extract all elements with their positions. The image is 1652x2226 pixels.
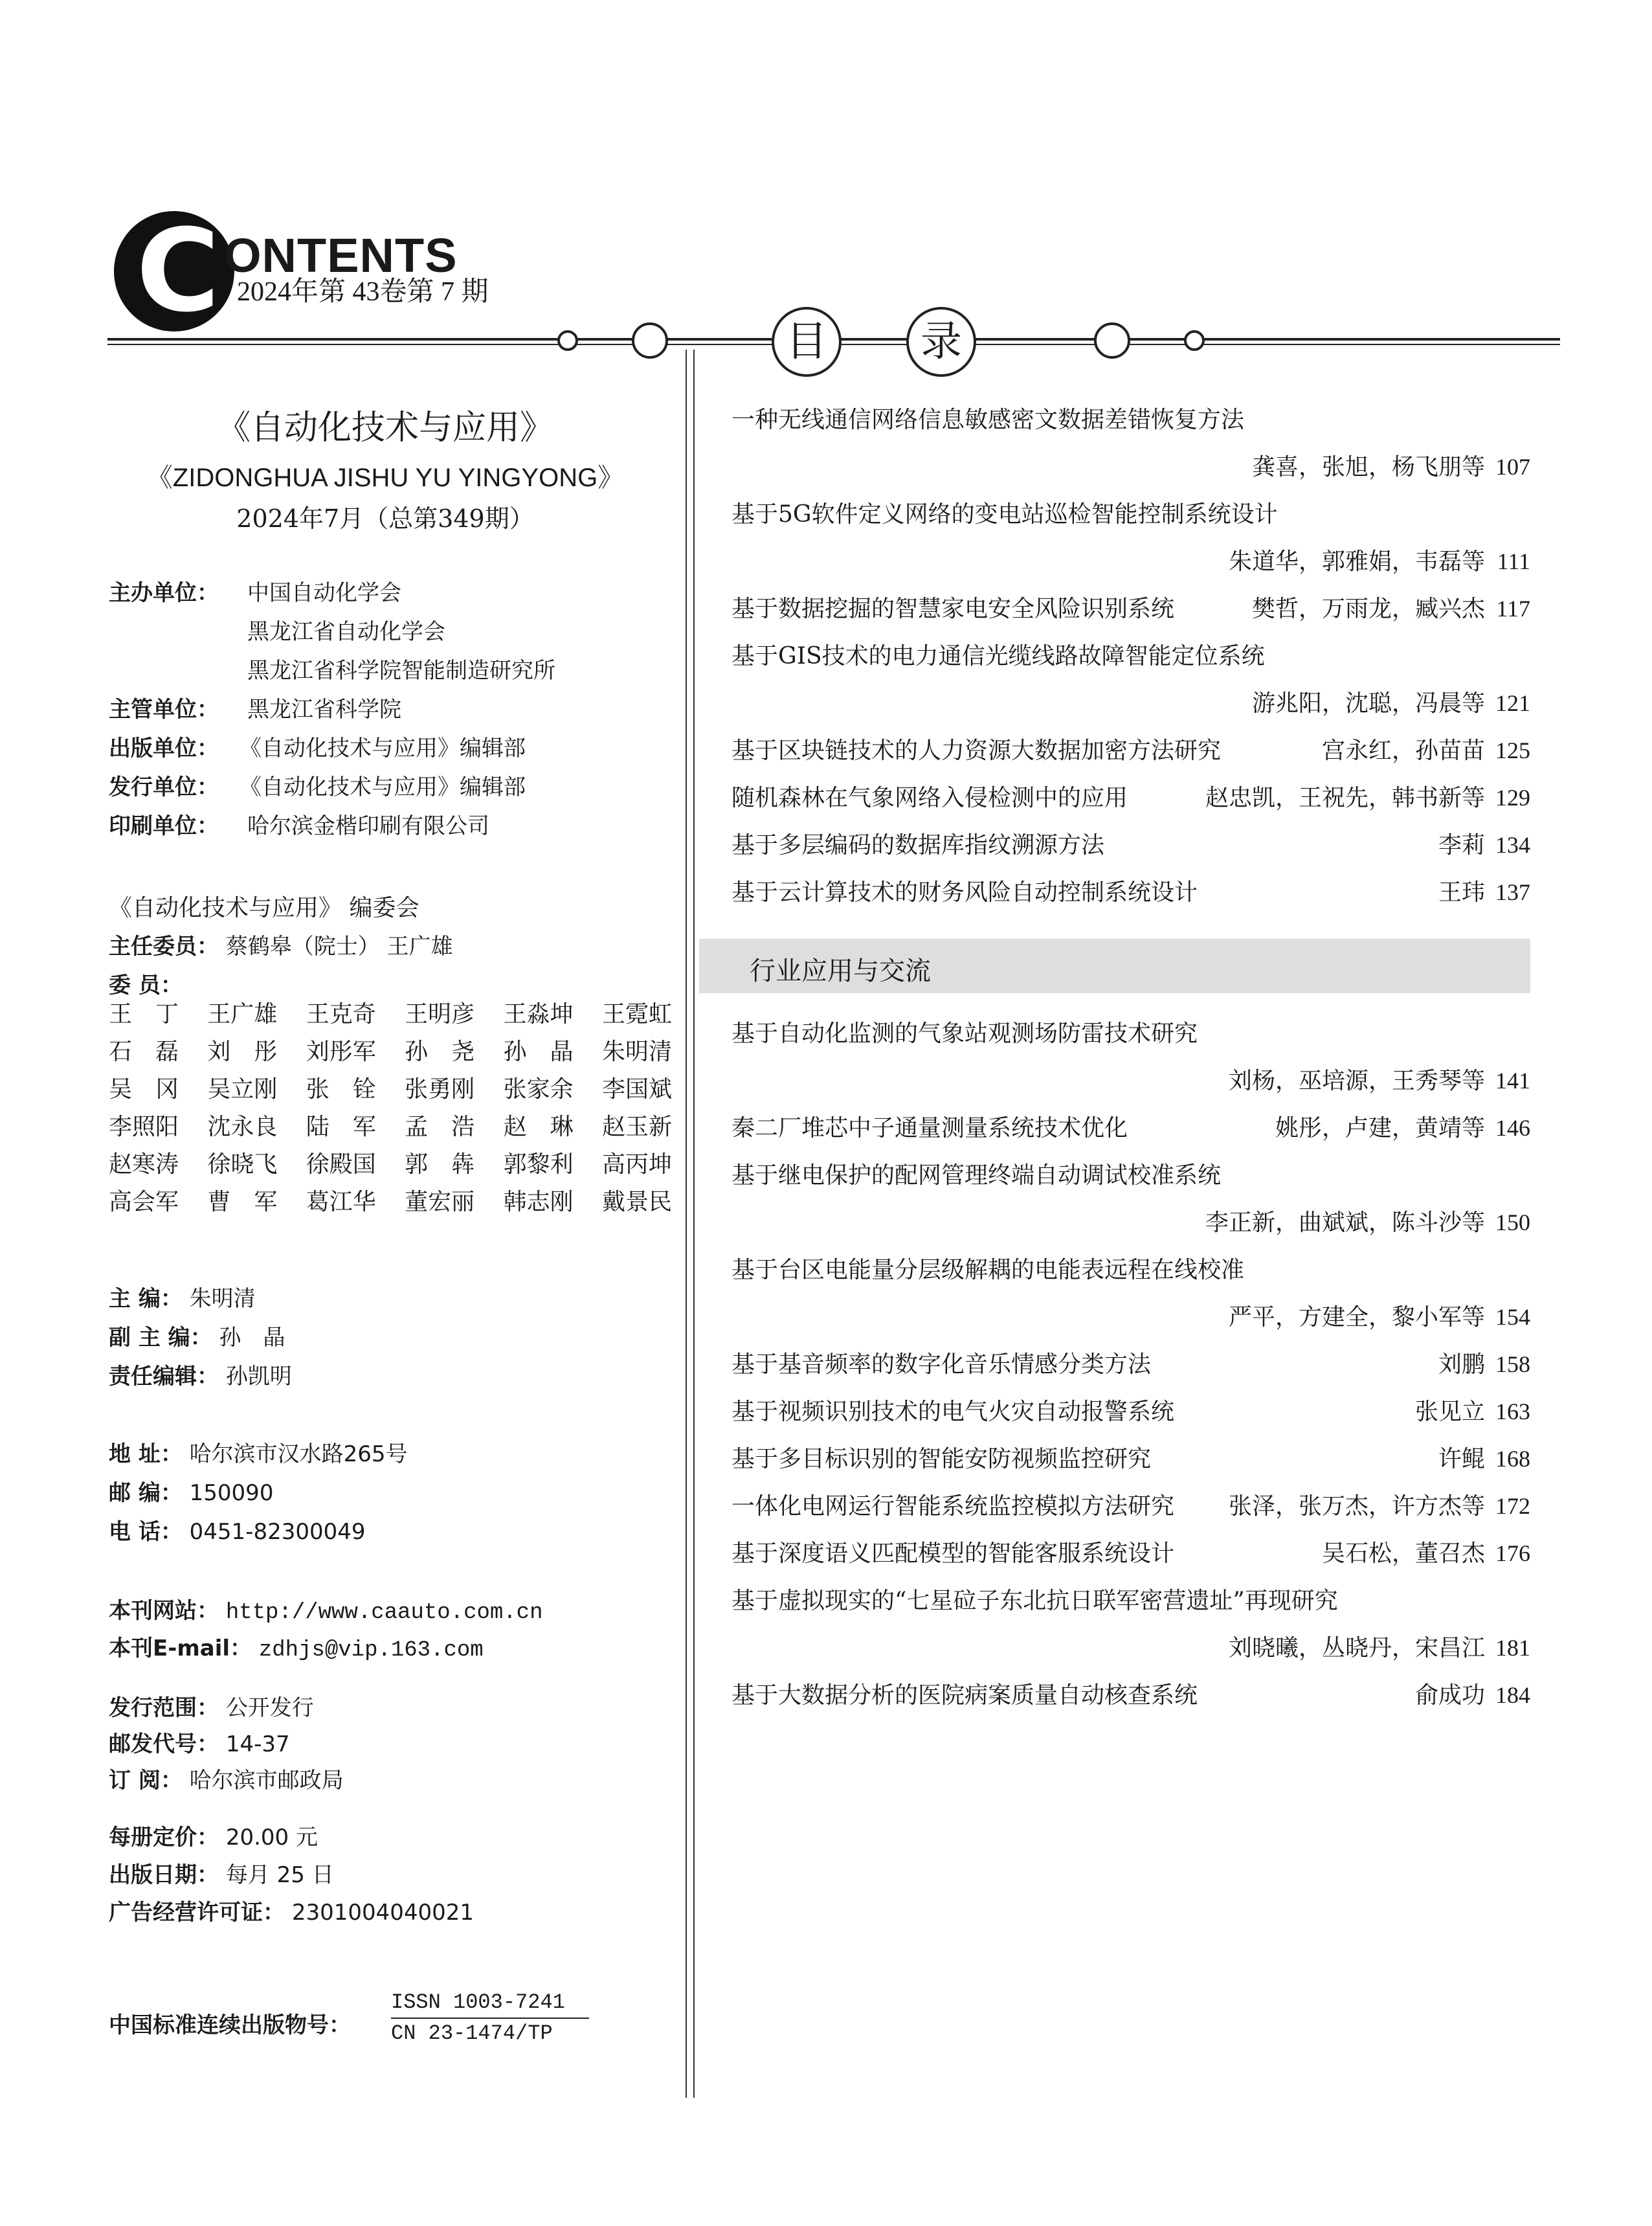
toc-entry-meta: [1438, 1346, 1530, 1379]
sponsor-3: 黑龙江省科学院智能制造研究所: [247, 658, 555, 684]
supervisor-label: 主管单位：: [109, 697, 219, 723]
chief-editor-row: [109, 1281, 256, 1312]
toc-entry-meta: [1438, 1441, 1530, 1474]
toc-page-number: 107: [1495, 454, 1530, 480]
member-name: 郭黎利: [503, 1151, 574, 1178]
deco-circle-medium-left: [633, 324, 667, 357]
serial-row: [109, 2007, 351, 2039]
toc-entry-title[interactable]: [731, 1535, 1174, 1568]
printer-label: 印刷单位：: [109, 813, 219, 839]
mulu-char-lu: 录: [906, 307, 976, 377]
chair-value: 蔡鹤皋（院士） 王广雄: [225, 934, 453, 960]
toc-authors: 姚彤，卢建，黄靖等: [1275, 1115, 1485, 1141]
publisher-label: 出版单位：: [109, 736, 219, 761]
publication-date: 2024年7月（总第349期）: [236, 504, 534, 533]
toc-authors: 游兆阳，沈聪，冯晨等: [1251, 690, 1485, 717]
toc-authors: 李正新，曲斌斌，陈斗沙等: [1205, 1209, 1485, 1236]
toc-entry-meta: [1205, 1204, 1530, 1237]
member-name: 张家余: [503, 1076, 574, 1103]
pubdate-label: 出版日期：: [109, 1862, 219, 1888]
toc-entry-title[interactable]: [731, 827, 1104, 860]
deco-circle-small-right: [1185, 332, 1203, 350]
toc-page-number: 121: [1495, 690, 1530, 716]
member-name: 孟 浩: [405, 1114, 475, 1140]
toc-entry-title[interactable]: [731, 1393, 1174, 1426]
toc-entry-title[interactable]: [731, 1015, 1198, 1048]
distributor-row: [109, 769, 219, 801]
toc-title-text: 基于视频识别技术的电气火灾自动报警系统: [731, 1399, 1175, 1425]
toc-title-text: 基于云计算技术的财务风险自动控制系统设计: [731, 879, 1198, 906]
toc-title-text: 一种无线通信网络信息敏感密文数据差错恢复方法: [731, 407, 1245, 433]
toc-entry-meta: [1438, 827, 1530, 860]
chair-row: [109, 928, 453, 960]
contents-logo-letter: C: [114, 211, 234, 332]
member-name: 高丙坤: [601, 1151, 672, 1178]
toc-authors: 刘杨，巫培源，王秀琴等: [1228, 1068, 1485, 1094]
toc-title-text: 基于虚拟现实的“七星砬子东北抗日联军密营遗址”再现研究: [731, 1588, 1338, 1614]
address-label: 地 址：: [109, 1441, 183, 1467]
toc-page-number: 125: [1495, 737, 1530, 763]
toc-authors: 朱道华，郭雅娟，韦磊等: [1228, 548, 1485, 575]
member-name: 赵寒涛: [109, 1151, 179, 1178]
toc-entry-title[interactable]: [731, 874, 1198, 907]
member-name: 王明彦: [405, 1001, 475, 1028]
member-name: 刘彤军: [306, 1039, 376, 1065]
publisher-row: [109, 730, 219, 762]
toc-entry-meta: [1275, 1110, 1530, 1143]
member-name: 赵 琳: [503, 1114, 574, 1140]
serial-issn: ISSN 1003-7241: [391, 1990, 565, 2014]
toc-authors: 龚喜，张旭，杨飞朋等: [1251, 454, 1485, 480]
postcode-value: 14-37: [225, 1731, 290, 1757]
resp-editor-label: 责任编辑：: [109, 1364, 219, 1389]
issue-label: 2024年第 43卷第 7 期: [237, 277, 489, 307]
deputy-editor-row: [109, 1320, 285, 1351]
member-name: 孙 晶: [503, 1039, 574, 1065]
member-name: 吴立刚: [207, 1076, 278, 1103]
member-name: 张勇刚: [405, 1076, 475, 1103]
toc-title-text: 基于5G软件定义网络的变电站巡检智能控制系统设计: [731, 501, 1278, 528]
toc-entry-meta: [1229, 1630, 1530, 1663]
resp-editor-row: [109, 1358, 292, 1390]
price-label: 每册定价：: [109, 1825, 219, 1850]
toc-entry-title[interactable]: [731, 1157, 1221, 1190]
toc-entry-meta: [1229, 1299, 1530, 1332]
member-name: 王 丁: [109, 1001, 179, 1028]
toc-entry-title[interactable]: [731, 638, 1265, 671]
chief-editor-value: 朱明清: [189, 1286, 256, 1312]
toc-page-number: 168: [1495, 1446, 1530, 1472]
toc-authors: 王玮: [1438, 879, 1485, 906]
toc-authors: 吴石松，董召杰: [1321, 1540, 1485, 1567]
subscribe-value: 哈尔滨市邮政局: [189, 1768, 344, 1793]
mulu-char-mu: 目: [772, 307, 842, 377]
member-name: 刘 彤: [207, 1039, 278, 1065]
distributor-value: 《自动化技术与应用》编辑部: [240, 774, 526, 800]
member-name: 郭 犇: [405, 1151, 475, 1178]
toc-authors: 樊哲，万雨龙，臧兴杰: [1251, 596, 1485, 622]
toc-authors: 李莉: [1438, 832, 1485, 859]
toc-title-text: 一体化电网运行智能系统监控模拟方法研究: [731, 1493, 1175, 1520]
supervisor-row: [109, 691, 219, 723]
member-row: [109, 1071, 672, 1108]
toc-page-number: 111: [1497, 548, 1530, 574]
toc-entry-title[interactable]: [731, 780, 1128, 813]
toc-entry-title[interactable]: [731, 401, 1244, 434]
toc-page-number: 137: [1495, 879, 1530, 905]
sponsor-1: 中国自动化学会: [247, 580, 401, 606]
resp-editor-value: 孙凯明: [225, 1364, 292, 1389]
member-name: 王克奇: [306, 1001, 376, 1028]
members-label-row: [109, 967, 183, 999]
toc-authors: 赵忠凯，王祝先，韩书新等: [1205, 785, 1485, 811]
member-name: 董宏丽: [405, 1189, 475, 1215]
deco-circle-small-left: [559, 332, 577, 350]
toc-authors: 俞成功: [1414, 1682, 1485, 1709]
chief-editor-label: 主 编：: [109, 1286, 183, 1312]
member-name: 李照阳: [109, 1114, 179, 1140]
serial-cn: CN 23-1474/TP: [391, 2021, 553, 2045]
pubdate-value: 每月 25 日: [225, 1862, 334, 1888]
deputy-editor-value: 孙 晶: [219, 1325, 285, 1351]
printer-value: 哈尔滨金楷印刷有限公司: [247, 813, 489, 839]
toc-entry-title[interactable]: [731, 1441, 1151, 1474]
member-name: 李国斌: [601, 1076, 672, 1103]
toc-title-text: 基于数据挖掘的智慧家电安全风险识别系统: [731, 596, 1175, 622]
publisher-value: 《自动化技术与应用》编辑部: [240, 736, 526, 761]
toc-page-number: 154: [1495, 1304, 1530, 1330]
member-name: 石 磊: [109, 1039, 179, 1065]
section-band: [699, 939, 1530, 993]
toc-title-text: 基于区块链技术的人力资源大数据加密方法研究: [731, 737, 1222, 764]
member-name: 张 铨: [306, 1076, 376, 1103]
toc-entry-meta: [1438, 874, 1530, 907]
section-title: 行业应用与交流: [750, 956, 931, 986]
toc-page-number: 134: [1495, 832, 1530, 858]
toc-page-number: 129: [1495, 785, 1530, 811]
zip-value: 150090: [189, 1480, 274, 1506]
website-link[interactable]: http://www.caauto.com.cn: [225, 1601, 543, 1625]
postcode-row: [109, 1726, 290, 1758]
toc-entry-meta: [1229, 1488, 1530, 1521]
toc-page-number: 176: [1495, 1540, 1530, 1566]
sponsor-2: 黑龙江省自动化学会: [247, 619, 445, 645]
license-label: 广告经营许可证：: [109, 1900, 285, 1926]
toc-title-text: 基于多目标识别的智能安防视频监控研究: [731, 1446, 1152, 1472]
website-label: 本刊网站：: [109, 1598, 219, 1624]
deco-circle-medium-right: [1095, 324, 1129, 357]
email-link[interactable]: zdhjs@vip.163.com: [258, 1638, 484, 1663]
member-name: 曹 军: [207, 1189, 278, 1215]
sponsor-row: [109, 575, 219, 607]
toc-authors: 刘晓曦，丛晓丹，宋昌江: [1228, 1635, 1485, 1661]
member-row: [109, 996, 672, 1033]
toc-entry-title[interactable]: [731, 1582, 1338, 1615]
toc-entry-title[interactable]: [731, 1346, 1151, 1379]
toc-authors: 刘鹏: [1438, 1351, 1485, 1378]
address-value: 哈尔滨市汉水路265号: [189, 1441, 408, 1467]
toc-page-number: 117: [1496, 596, 1530, 622]
member-name: 徐殿国: [306, 1151, 376, 1178]
scope-value: 公开发行: [225, 1695, 314, 1721]
postcode-label: 邮发代号：: [109, 1731, 219, 1757]
member-name: 吴 冈: [109, 1076, 179, 1103]
address-row: [109, 1436, 408, 1468]
member-name: 陆 军: [306, 1114, 376, 1140]
toc-entry-title[interactable]: [731, 496, 1278, 529]
member-name: 徐晓飞: [207, 1151, 278, 1178]
member-name: 葛江华: [306, 1189, 376, 1215]
phone-row: [109, 1514, 366, 1546]
toc-page-number: 181: [1495, 1635, 1530, 1661]
supervisor-value: 黑龙江省科学院: [247, 697, 401, 723]
toc-entry-title[interactable]: [731, 1252, 1244, 1285]
member-row: [109, 1146, 672, 1184]
toc-title-text: 秦二厂堆芯中子通量测量系统技术优化: [731, 1115, 1128, 1141]
toc-title-text: 基于深度语义匹配模型的智能客服系统设计: [731, 1540, 1175, 1567]
toc-entry-meta: [1252, 590, 1530, 624]
committee-members: [109, 996, 672, 1221]
toc-authors: 张见立: [1414, 1399, 1485, 1425]
toc-entry-meta: [1229, 1062, 1530, 1096]
price-row: [109, 1819, 318, 1851]
license-value: 2301004040021: [291, 1900, 474, 1926]
toc-entry-meta: [1252, 685, 1530, 718]
members-label: 委 员：: [109, 972, 183, 998]
chair-label: 主任委员：: [109, 934, 219, 960]
toc-title-text: 基于继电保护的配网管理终端自动调试校准系统: [731, 1162, 1222, 1189]
toc-page-number: 150: [1495, 1209, 1530, 1235]
website-row: [109, 1593, 543, 1625]
toc-title-text: 基于GIS技术的电力通信光缆线路故障智能定位系统: [731, 643, 1265, 669]
toc-authors: 严平，方建全，黎小军等: [1228, 1304, 1485, 1331]
toc-entry-meta: [1252, 449, 1530, 482]
license-row: [109, 1894, 474, 1926]
toc-entry-meta: [1322, 732, 1530, 765]
member-name: 王广雄: [207, 1001, 278, 1028]
member-name: 王淼坤: [503, 1001, 574, 1028]
distributor-label: 发行单位：: [109, 774, 219, 800]
toc-entry-title[interactable]: [731, 732, 1221, 765]
scope-row: [109, 1690, 314, 1722]
toc-authors: 张泽，张万杰，许方杰等: [1228, 1493, 1485, 1520]
toc-entry-meta: [1205, 780, 1530, 813]
toc-title-text: 基于多层编码的数据库指纹溯源方法: [731, 832, 1105, 859]
serial-fraction-line: [391, 2018, 589, 2019]
price-value: 20.00 元: [225, 1825, 318, 1850]
committee-heading: 《自动化技术与应用》 编委会: [109, 895, 419, 921]
printer-row: [109, 808, 219, 840]
toc-title-text: 基于自动化监测的气象站观测场防雷技术研究: [731, 1020, 1198, 1047]
toc-page-number: 158: [1495, 1351, 1530, 1377]
toc-entry-meta: [1415, 1677, 1530, 1710]
member-name: 高会军: [109, 1189, 179, 1215]
toc-authors: 宫永红，孙苗苗: [1321, 737, 1485, 764]
deputy-editor-label: 副 主 编：: [109, 1325, 212, 1351]
toc-page-number: 184: [1495, 1682, 1530, 1708]
toc-title-text: 基于基音频率的数字化音乐情感分类方法: [731, 1351, 1152, 1378]
member-name: 戴景民: [601, 1189, 672, 1215]
email-row: [109, 1630, 484, 1663]
pubdate-row: [109, 1857, 334, 1889]
publication-title: 《自动化技术与应用》: [216, 409, 553, 447]
member-name: 王霓虹: [601, 1001, 672, 1028]
contents-logo-text: ONTENTS: [224, 229, 458, 282]
subscribe-label: 订 阅：: [109, 1768, 183, 1793]
toc-title-text: 基于大数据分析的医院病案质量自动核查系统: [731, 1682, 1198, 1709]
member-name: 赵玉新: [601, 1114, 672, 1140]
member-name: 孙 尧: [405, 1039, 475, 1065]
toc-entry-title[interactable]: [731, 590, 1174, 624]
member-name: 沈永良: [207, 1114, 278, 1140]
toc-title-text: 基于台区电能量分层级解耦的电能表远程在线校准: [731, 1257, 1245, 1283]
toc-entry-title[interactable]: [731, 1677, 1198, 1710]
toc-authors: 许鲲: [1438, 1446, 1485, 1472]
toc-entry-title[interactable]: [731, 1110, 1128, 1143]
toc-page-number: 163: [1495, 1399, 1530, 1424]
toc-entry-title[interactable]: [731, 1488, 1174, 1521]
zip-row: [109, 1475, 273, 1507]
member-name: 韩志刚: [503, 1189, 574, 1215]
phone-value: 0451-82300049: [189, 1519, 366, 1545]
toc-title-text: 随机森林在气象网络入侵检测中的应用: [731, 785, 1128, 811]
toc-entry-meta: [1415, 1393, 1530, 1426]
toc-page-number: 146: [1495, 1115, 1530, 1141]
toc-entry-meta: [1322, 1535, 1530, 1568]
email-label: 本刊E-mail：: [109, 1636, 252, 1661]
phone-label: 电 话：: [109, 1519, 183, 1545]
member-row: [109, 1108, 672, 1146]
toc-entry-meta: [1229, 543, 1530, 576]
toc-page-number: 172: [1495, 1493, 1530, 1519]
sponsor-label: 主办单位：: [109, 580, 219, 606]
member-row: [109, 1033, 672, 1071]
member-row: [109, 1184, 672, 1221]
publication-pinyin: 《ZIDONGHUA JISHU YU YINGYONG》: [146, 464, 624, 492]
toc-page-number: 141: [1495, 1068, 1530, 1094]
subscribe-row: [109, 1762, 344, 1794]
serial-label: 中国标准连续出版物号：: [109, 2012, 351, 2038]
member-name: 朱明清: [601, 1039, 672, 1065]
scope-label: 发行范围：: [109, 1695, 219, 1721]
zip-label: 邮 编：: [109, 1480, 183, 1506]
